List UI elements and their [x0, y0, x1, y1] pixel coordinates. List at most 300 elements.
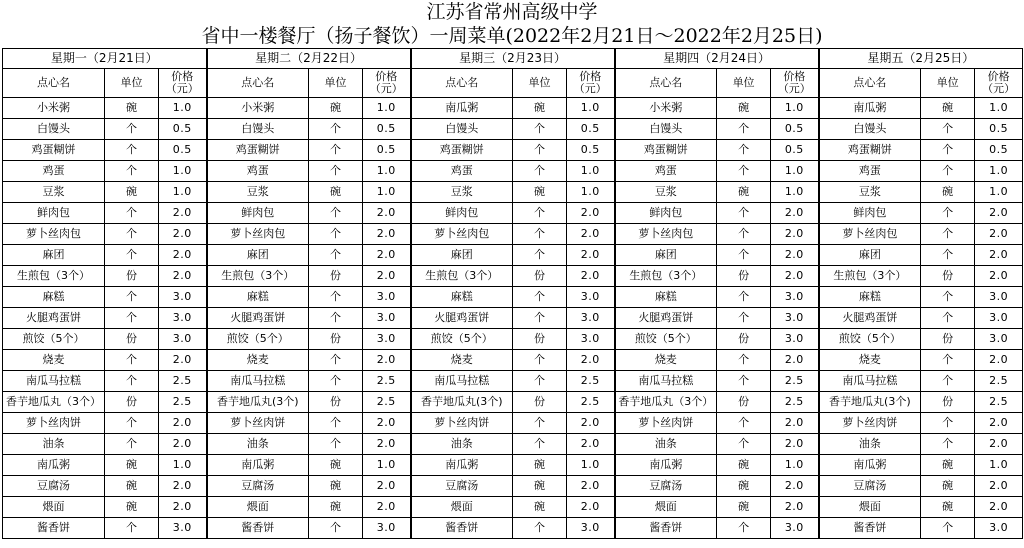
menu-item-unit: 个 — [105, 308, 159, 329]
table-row — [3, 329, 1023, 350]
column-header-price: 价格（元） — [771, 69, 819, 98]
menu-item-unit: 个 — [513, 245, 567, 266]
menu-item-unit: 碗 — [309, 182, 363, 203]
column-header-name: 点心名 — [3, 69, 105, 98]
menu-item-price: 2.0 — [975, 476, 1023, 497]
column-header-name: 点心名 — [819, 69, 921, 98]
menu-item-unit: 份 — [309, 266, 363, 287]
menu-item-name: 烧麦 — [819, 350, 921, 371]
menu-item-unit: 个 — [513, 161, 567, 182]
menu-item-price: 0.5 — [159, 119, 207, 140]
weekly-menu-table — [2, 48, 1023, 539]
menu-item-price: 2.0 — [567, 224, 615, 245]
menu-item-name: 生煎包（3个） — [615, 266, 717, 287]
menu-item-unit: 碗 — [105, 455, 159, 476]
menu-item-unit: 个 — [921, 161, 975, 182]
menu-item-price: 3.0 — [975, 287, 1023, 308]
menu-item-name: 烧麦 — [3, 350, 105, 371]
menu-item-price: 2.0 — [363, 476, 411, 497]
menu-item-unit: 个 — [717, 350, 771, 371]
table-row — [3, 245, 1023, 266]
menu-item-name: 麻糕 — [615, 287, 717, 308]
menu-item-price: 2.0 — [975, 497, 1023, 518]
menu-item-price: 0.5 — [975, 119, 1023, 140]
menu-item-price: 2.0 — [975, 224, 1023, 245]
menu-item-unit: 份 — [105, 329, 159, 350]
menu-item-price: 3.0 — [363, 329, 411, 350]
menu-item-name: 酱香饼 — [411, 518, 513, 539]
table-row — [3, 455, 1023, 476]
menu-item-price: 2.0 — [771, 350, 819, 371]
menu-item-unit: 个 — [309, 434, 363, 455]
menu-item-price: 2.5 — [975, 371, 1023, 392]
table-row — [3, 224, 1023, 245]
menu-item-name: 煎饺（5个） — [411, 329, 513, 350]
menu-item-name: 酱香饼 — [3, 518, 105, 539]
menu-item-name: 鸡蛋糊饼 — [411, 140, 513, 161]
menu-item-name: 煎饺（5个） — [3, 329, 105, 350]
menu-item-unit: 个 — [105, 413, 159, 434]
menu-item-price: 2.0 — [363, 266, 411, 287]
menu-item-name: 鸡蛋糊饼 — [819, 140, 921, 161]
menu-item-unit: 个 — [105, 245, 159, 266]
menu-item-unit: 个 — [513, 224, 567, 245]
menu-item-price: 1.0 — [159, 182, 207, 203]
menu-item-price: 1.0 — [567, 182, 615, 203]
menu-item-name: 生煎包（3个） — [3, 266, 105, 287]
menu-item-unit: 个 — [513, 119, 567, 140]
menu-item-unit: 碗 — [513, 182, 567, 203]
menu-item-price: 2.0 — [975, 203, 1023, 224]
menu-item-unit: 个 — [309, 224, 363, 245]
menu-item-unit: 碗 — [717, 476, 771, 497]
menu-item-unit: 个 — [309, 287, 363, 308]
menu-item-name: 麻团 — [207, 245, 309, 266]
menu-item-name: 烧麦 — [207, 350, 309, 371]
table-row — [3, 140, 1023, 161]
menu-item-name: 白馒头 — [615, 119, 717, 140]
menu-item-name: 南瓜粥 — [819, 98, 921, 119]
menu-item-price: 0.5 — [363, 119, 411, 140]
menu-item-unit: 个 — [309, 119, 363, 140]
menu-item-unit: 个 — [309, 203, 363, 224]
menu-item-price: 2.0 — [771, 203, 819, 224]
day-header: 星期四（2月24日） — [615, 49, 819, 69]
menu-item-name: 麻团 — [819, 245, 921, 266]
menu-item-name: 麻团 — [615, 245, 717, 266]
menu-item-unit: 个 — [717, 224, 771, 245]
menu-item-name: 煨面 — [411, 497, 513, 518]
menu-item-unit: 个 — [513, 203, 567, 224]
menu-item-price: 1.0 — [363, 455, 411, 476]
menu-item-unit: 个 — [309, 518, 363, 539]
menu-item-name: 鸡蛋 — [207, 161, 309, 182]
menu-item-unit: 个 — [309, 140, 363, 161]
menu-item-name: 香芋地瓜丸(3个) — [207, 392, 309, 413]
menu-item-name: 油条 — [819, 434, 921, 455]
menu-item-price: 2.5 — [567, 371, 615, 392]
table-row — [3, 203, 1023, 224]
menu-item-name: 萝卜丝肉包 — [411, 224, 513, 245]
table-row — [3, 287, 1023, 308]
menu-item-name: 小米粥 — [615, 98, 717, 119]
menu-item-name: 南瓜马拉糕 — [819, 371, 921, 392]
menu-item-name: 火腿鸡蛋饼 — [819, 308, 921, 329]
menu-item-unit: 碗 — [513, 497, 567, 518]
menu-item-name: 白馒头 — [819, 119, 921, 140]
menu-item-price: 2.5 — [771, 371, 819, 392]
column-header-price: 价格（元） — [363, 69, 411, 98]
menu-item-price: 3.0 — [771, 329, 819, 350]
menu-item-name: 南瓜粥 — [411, 455, 513, 476]
day-header: 星期三（2月23日） — [411, 49, 615, 69]
day-header: 星期二（2月22日） — [207, 49, 411, 69]
menu-item-unit: 个 — [717, 203, 771, 224]
menu-item-name: 煎饺（5个） — [819, 329, 921, 350]
menu-item-name: 鸡蛋 — [819, 161, 921, 182]
column-header-unit: 单位 — [921, 69, 975, 98]
menu-item-price: 2.5 — [159, 392, 207, 413]
menu-item-unit: 份 — [717, 329, 771, 350]
menu-item-unit: 份 — [309, 329, 363, 350]
menu-item-unit: 份 — [105, 266, 159, 287]
menu-item-price: 3.0 — [567, 518, 615, 539]
menu-item-price: 0.5 — [363, 140, 411, 161]
table-row — [3, 161, 1023, 182]
menu-item-unit: 个 — [717, 413, 771, 434]
menu-item-unit: 份 — [921, 329, 975, 350]
table-row — [3, 413, 1023, 434]
menu-item-name: 南瓜粥 — [615, 455, 717, 476]
menu-item-name: 油条 — [615, 434, 717, 455]
table-row — [3, 98, 1023, 119]
menu-item-unit: 个 — [105, 224, 159, 245]
menu-item-name: 香芋地瓜丸（3个） — [615, 392, 717, 413]
menu-item-unit: 碗 — [105, 98, 159, 119]
menu-item-name: 酱香饼 — [819, 518, 921, 539]
menu-item-unit: 碗 — [717, 98, 771, 119]
menu-item-price: 2.0 — [567, 434, 615, 455]
menu-item-unit: 个 — [921, 140, 975, 161]
menu-item-price: 2.0 — [363, 245, 411, 266]
menu-item-name: 鸡蛋 — [411, 161, 513, 182]
menu-item-unit: 份 — [513, 329, 567, 350]
menu-item-name: 萝卜丝肉饼 — [411, 413, 513, 434]
menu-item-price: 1.0 — [159, 455, 207, 476]
menu-item-name: 南瓜粥 — [411, 98, 513, 119]
menu-item-unit: 个 — [717, 140, 771, 161]
table-row — [3, 182, 1023, 203]
menu-item-name: 麻团 — [3, 245, 105, 266]
menu-item-price: 2.0 — [567, 203, 615, 224]
menu-item-unit: 个 — [309, 371, 363, 392]
menu-item-price: 2.0 — [159, 476, 207, 497]
menu-item-unit: 个 — [921, 245, 975, 266]
menu-item-name: 麻糕 — [3, 287, 105, 308]
menu-item-name: 火腿鸡蛋饼 — [207, 308, 309, 329]
menu-item-name: 豆浆 — [819, 182, 921, 203]
menu-item-unit: 个 — [513, 413, 567, 434]
menu-item-unit: 碗 — [309, 98, 363, 119]
menu-item-price: 3.0 — [771, 308, 819, 329]
menu-item-price: 2.5 — [159, 371, 207, 392]
menu-item-unit: 个 — [105, 161, 159, 182]
menu-item-unit: 个 — [105, 518, 159, 539]
menu-item-name: 萝卜丝肉包 — [3, 224, 105, 245]
menu-item-name: 南瓜粥 — [3, 455, 105, 476]
menu-item-name: 萝卜丝肉包 — [819, 224, 921, 245]
menu-item-name: 香芋地瓜丸(3个) — [819, 392, 921, 413]
school-title: 江苏省常州高级中学 — [426, 1, 598, 23]
menu-item-price: 3.0 — [363, 287, 411, 308]
menu-item-name: 鸡蛋 — [615, 161, 717, 182]
menu-item-name: 白馒头 — [3, 119, 105, 140]
column-header-price: 价格（元） — [159, 69, 207, 98]
menu-item-unit: 碗 — [717, 182, 771, 203]
menu-item-price: 2.0 — [975, 434, 1023, 455]
column-header-unit: 单位 — [717, 69, 771, 98]
menu-item-price: 0.5 — [975, 140, 1023, 161]
menu-item-unit: 个 — [921, 287, 975, 308]
menu-item-price: 2.0 — [567, 266, 615, 287]
menu-item-price: 2.0 — [975, 413, 1023, 434]
menu-item-name: 火腿鸡蛋饼 — [411, 308, 513, 329]
menu-item-name: 南瓜马拉糕 — [207, 371, 309, 392]
menu-item-name: 生煎包（3个） — [207, 266, 309, 287]
menu-item-unit: 碗 — [717, 497, 771, 518]
menu-item-unit: 碗 — [309, 476, 363, 497]
menu-item-price: 2.0 — [771, 476, 819, 497]
menu-item-name: 油条 — [3, 434, 105, 455]
menu-item-unit: 份 — [309, 392, 363, 413]
day-header: 星期一（2月21日） — [3, 49, 207, 69]
menu-item-unit: 份 — [717, 266, 771, 287]
menu-item-unit: 个 — [513, 287, 567, 308]
menu-item-name: 萝卜丝肉饼 — [3, 413, 105, 434]
menu-item-price: 3.0 — [771, 518, 819, 539]
menu-item-price: 3.0 — [159, 329, 207, 350]
menu-item-price: 3.0 — [975, 329, 1023, 350]
menu-item-name: 豆腐汤 — [207, 476, 309, 497]
menu-item-price: 1.0 — [975, 161, 1023, 182]
menu-item-unit: 碗 — [105, 476, 159, 497]
menu-item-price: 0.5 — [567, 119, 615, 140]
menu-item-unit: 碗 — [921, 476, 975, 497]
menu-item-price: 2.5 — [363, 392, 411, 413]
menu-item-unit: 个 — [717, 287, 771, 308]
menu-item-price: 3.0 — [567, 329, 615, 350]
menu-item-price: 1.0 — [567, 98, 615, 119]
menu-item-name: 鸡蛋 — [3, 161, 105, 182]
day-header-row — [3, 49, 1023, 69]
menu-item-name: 豆腐汤 — [615, 476, 717, 497]
table-row — [3, 266, 1023, 287]
column-header-row — [3, 69, 1023, 98]
menu-item-unit: 个 — [717, 245, 771, 266]
menu-item-price: 2.0 — [159, 245, 207, 266]
menu-item-price: 0.5 — [159, 140, 207, 161]
column-header-name: 点心名 — [207, 69, 309, 98]
menu-item-price: 2.0 — [771, 434, 819, 455]
menu-item-unit: 个 — [105, 119, 159, 140]
menu-subtitle: 省中一楼餐厅（扬子餐饮）一周菜单(2022年2月21日～2022年2月25日) — [201, 25, 823, 47]
menu-item-unit: 个 — [513, 518, 567, 539]
menu-item-unit: 碗 — [513, 455, 567, 476]
menu-item-name: 火腿鸡蛋饼 — [615, 308, 717, 329]
menu-item-unit: 个 — [921, 308, 975, 329]
menu-item-unit: 碗 — [513, 98, 567, 119]
menu-item-name: 煎饺（5个） — [615, 329, 717, 350]
menu-item-name: 鲜肉包 — [615, 203, 717, 224]
menu-item-unit: 个 — [921, 518, 975, 539]
menu-item-name: 南瓜粥 — [207, 455, 309, 476]
menu-item-price: 2.0 — [159, 266, 207, 287]
menu-item-name: 豆腐汤 — [819, 476, 921, 497]
menu-item-unit: 个 — [717, 434, 771, 455]
column-header-unit: 单位 — [105, 69, 159, 98]
menu-item-price: 3.0 — [159, 308, 207, 329]
menu-item-name: 萝卜丝肉包 — [207, 224, 309, 245]
menu-item-unit: 个 — [513, 350, 567, 371]
menu-item-unit: 碗 — [921, 455, 975, 476]
menu-item-unit: 份 — [921, 392, 975, 413]
menu-item-unit: 个 — [513, 308, 567, 329]
menu-item-name: 香芋地瓜丸(3个) — [411, 392, 513, 413]
menu-item-price: 3.0 — [363, 518, 411, 539]
menu-item-unit: 份 — [513, 266, 567, 287]
table-row — [3, 392, 1023, 413]
menu-item-price: 2.0 — [363, 413, 411, 434]
menu-item-name: 火腿鸡蛋饼 — [3, 308, 105, 329]
menu-item-name: 煨面 — [3, 497, 105, 518]
column-header-price: 价格（元） — [567, 69, 615, 98]
menu-item-price: 3.0 — [975, 308, 1023, 329]
menu-item-price: 2.0 — [159, 413, 207, 434]
menu-item-price: 1.0 — [363, 182, 411, 203]
menu-item-name: 油条 — [411, 434, 513, 455]
menu-item-price: 1.0 — [363, 98, 411, 119]
menu-item-name: 南瓜马拉糕 — [411, 371, 513, 392]
menu-item-name: 煨面 — [615, 497, 717, 518]
menu-item-unit: 碗 — [921, 497, 975, 518]
menu-item-unit: 个 — [921, 434, 975, 455]
menu-item-name: 煨面 — [819, 497, 921, 518]
menu-item-name: 豆腐汤 — [411, 476, 513, 497]
menu-item-name: 豆浆 — [615, 182, 717, 203]
menu-item-unit: 个 — [921, 371, 975, 392]
menu-item-unit: 个 — [921, 350, 975, 371]
menu-item-name: 煨面 — [207, 497, 309, 518]
menu-item-name: 南瓜马拉糕 — [3, 371, 105, 392]
menu-item-name: 南瓜粥 — [819, 455, 921, 476]
menu-item-unit: 个 — [921, 224, 975, 245]
menu-item-price: 0.5 — [771, 140, 819, 161]
menu-item-unit: 个 — [105, 371, 159, 392]
menu-item-price: 2.0 — [159, 434, 207, 455]
column-header-price: 价格（元） — [975, 69, 1023, 98]
table-row — [3, 119, 1023, 140]
menu-item-price: 2.5 — [363, 371, 411, 392]
menu-item-unit: 碗 — [105, 182, 159, 203]
menu-item-price: 2.0 — [567, 497, 615, 518]
menu-item-price: 2.0 — [159, 350, 207, 371]
menu-item-name: 烧麦 — [411, 350, 513, 371]
menu-item-name: 豆浆 — [3, 182, 105, 203]
menu-item-name: 萝卜丝肉饼 — [819, 413, 921, 434]
menu-item-unit: 个 — [309, 350, 363, 371]
menu-item-name: 鲜肉包 — [411, 203, 513, 224]
menu-item-name: 小米粥 — [3, 98, 105, 119]
menu-item-unit: 个 — [921, 119, 975, 140]
menu-item-unit: 个 — [309, 245, 363, 266]
menu-item-name: 煎饺（5个） — [207, 329, 309, 350]
menu-item-price: 3.0 — [975, 518, 1023, 539]
menu-item-unit: 个 — [105, 140, 159, 161]
menu-item-unit: 份 — [921, 266, 975, 287]
menu-item-name: 豆浆 — [411, 182, 513, 203]
menu-item-price: 3.0 — [567, 308, 615, 329]
menu-item-unit: 碗 — [309, 497, 363, 518]
menu-item-price: 0.5 — [771, 119, 819, 140]
menu-item-name: 烧麦 — [615, 350, 717, 371]
table-row — [3, 497, 1023, 518]
menu-item-name: 鸡蛋糊饼 — [3, 140, 105, 161]
menu-item-unit: 个 — [717, 518, 771, 539]
menu-item-unit: 个 — [309, 161, 363, 182]
table-row — [3, 518, 1023, 539]
column-header-unit: 单位 — [513, 69, 567, 98]
menu-item-price: 3.0 — [159, 287, 207, 308]
table-row — [3, 371, 1023, 392]
menu-item-name: 鸡蛋糊饼 — [207, 140, 309, 161]
menu-item-unit: 碗 — [921, 182, 975, 203]
menu-item-name: 麻团 — [411, 245, 513, 266]
menu-item-name: 豆浆 — [207, 182, 309, 203]
menu-item-price: 2.0 — [975, 245, 1023, 266]
column-header-name: 点心名 — [411, 69, 513, 98]
menu-item-price: 1.0 — [771, 455, 819, 476]
column-header-unit: 单位 — [309, 69, 363, 98]
menu-item-name: 萝卜丝肉饼 — [615, 413, 717, 434]
menu-item-unit: 份 — [513, 392, 567, 413]
menu-item-unit: 碗 — [717, 455, 771, 476]
menu-item-price: 3.0 — [159, 518, 207, 539]
menu-item-unit: 个 — [105, 434, 159, 455]
menu-item-name: 豆腐汤 — [3, 476, 105, 497]
menu-item-price: 2.0 — [771, 266, 819, 287]
menu-item-name: 酱香饼 — [615, 518, 717, 539]
table-row — [3, 308, 1023, 329]
menu-item-name: 麻糕 — [411, 287, 513, 308]
menu-item-price: 2.0 — [567, 245, 615, 266]
menu-item-unit: 个 — [921, 203, 975, 224]
menu-item-name: 萝卜丝肉饼 — [207, 413, 309, 434]
menu-item-price: 2.0 — [975, 266, 1023, 287]
menu-item-unit: 个 — [513, 371, 567, 392]
menu-item-price: 1.0 — [363, 161, 411, 182]
menu-item-unit: 个 — [717, 119, 771, 140]
menu-item-unit: 个 — [921, 413, 975, 434]
column-header-name: 点心名 — [615, 69, 717, 98]
menu-item-price: 2.0 — [363, 497, 411, 518]
menu-item-unit: 个 — [513, 140, 567, 161]
menu-item-name: 生煎包（3个） — [819, 266, 921, 287]
menu-item-price: 2.0 — [363, 350, 411, 371]
menu-item-price: 1.0 — [975, 455, 1023, 476]
menu-item-unit: 个 — [105, 287, 159, 308]
menu-item-price: 1.0 — [159, 98, 207, 119]
menu-item-name: 麻糕 — [207, 287, 309, 308]
